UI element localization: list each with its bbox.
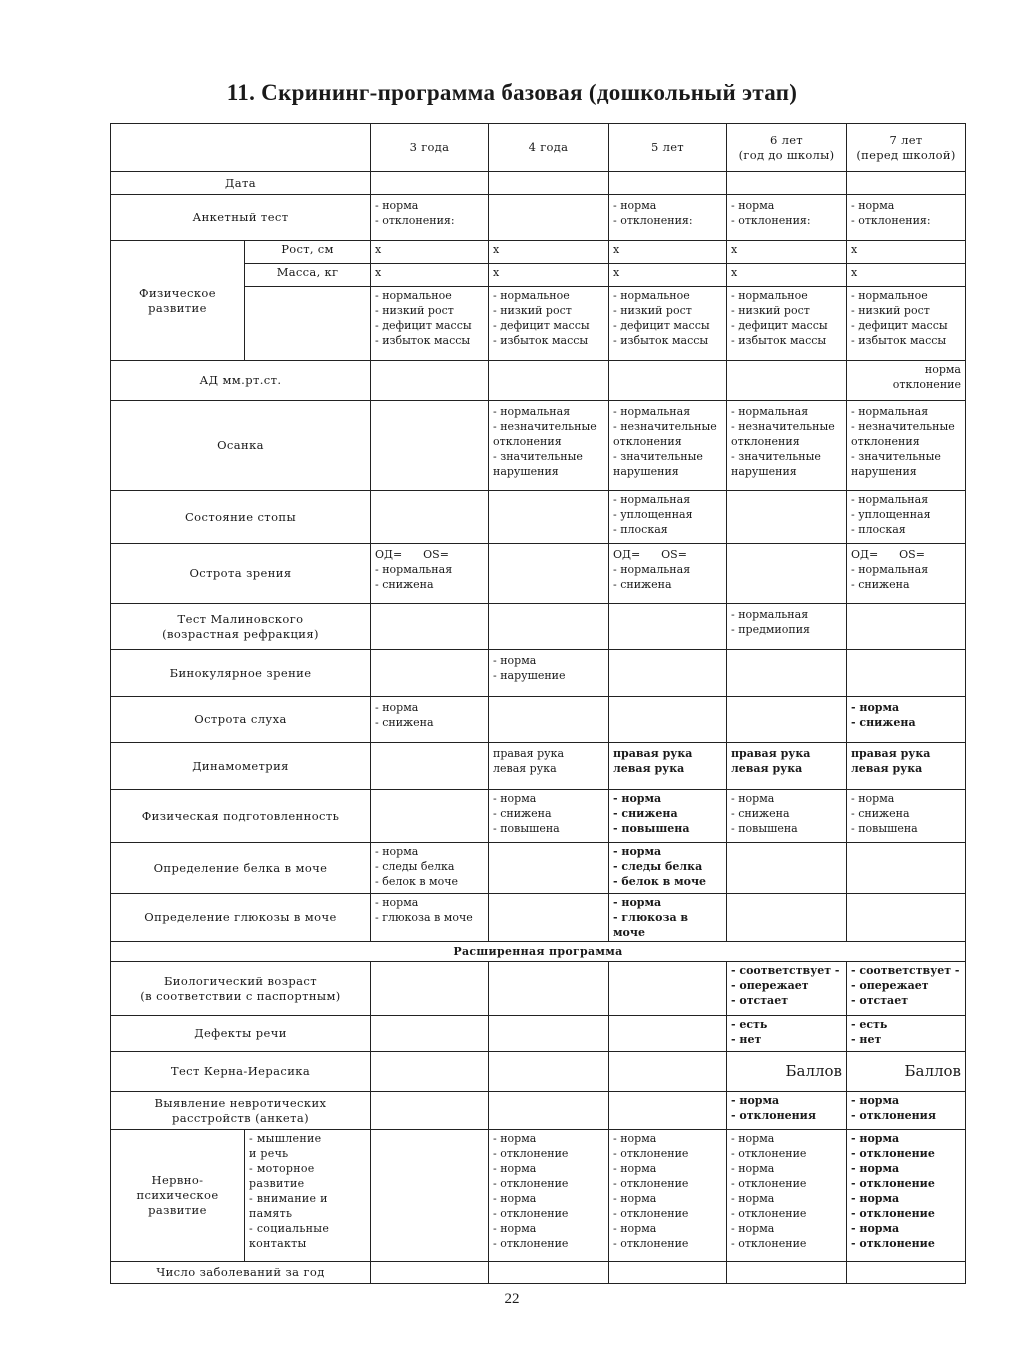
cell-neuro-c2: - норма - отклонение - норма - отклонение - норма - отклонение - норма - отклонение bbox=[489, 1130, 609, 1262]
cell-physical-c3: - нормальное - низкий рост - дефицит массы - избыток массы bbox=[609, 287, 727, 361]
cell-foot-c1 bbox=[371, 491, 489, 544]
row-label-binocular: Бинокулярное зрение bbox=[111, 650, 371, 697]
sub-label-empty bbox=[245, 287, 371, 361]
cell-neuro-c1 bbox=[371, 1130, 489, 1262]
row-dynamometry bbox=[111, 743, 966, 790]
column-header-6-years-line2: (год до школы) bbox=[738, 147, 835, 162]
cell-protein-c1: - норма - следы белка - белок в моче bbox=[371, 843, 489, 894]
row-hearing bbox=[111, 697, 966, 743]
cell-hearing-c2 bbox=[489, 697, 609, 743]
row-posture bbox=[111, 401, 966, 491]
cell-questionnaire-c2 bbox=[489, 195, 609, 241]
row-label-neuro: Нервно- психическое развитие bbox=[111, 1130, 245, 1262]
cell-dynamometry-c2: правая рука левая рука bbox=[489, 743, 609, 790]
row-label-posture: Осанка bbox=[111, 401, 371, 491]
cell-fitness-c3: - норма - снижена - повышена bbox=[609, 790, 727, 843]
cell-questionnaire-c5: - норма - отклонения: bbox=[847, 195, 966, 241]
cell-glucose-c4 bbox=[727, 894, 847, 942]
cell-kern-c3 bbox=[609, 1052, 727, 1092]
cell-neurotic-c2 bbox=[489, 1092, 609, 1130]
cell-illness-c4 bbox=[727, 1262, 847, 1284]
cell-fitness-c1 bbox=[371, 790, 489, 843]
row-label-vision: Острота зрения bbox=[111, 544, 371, 604]
cell-bp-c1 bbox=[371, 361, 489, 401]
column-header-4-years: 4 года bbox=[489, 124, 609, 172]
cell-posture-c5: - нормальная - незначительные отклонения - значительные нарушения bbox=[847, 401, 966, 491]
cell-neurotic-c5: - норма - отклонения bbox=[847, 1092, 966, 1130]
cell-hearing-c4 bbox=[727, 697, 847, 743]
row-label-protein: Определение белка в моче bbox=[111, 843, 371, 894]
cell-illness-c3 bbox=[609, 1262, 727, 1284]
row-kern bbox=[111, 1052, 966, 1092]
cell-height-c1: х bbox=[371, 241, 489, 264]
sub-label-weight: Масса, кг bbox=[245, 264, 371, 287]
cell-vision-c4 bbox=[727, 544, 847, 604]
cell-bp-c5: норма отклонение bbox=[847, 361, 966, 401]
cell-dynamometry-c1 bbox=[371, 743, 489, 790]
cell-malinovsky-c5 bbox=[847, 604, 966, 650]
cell-vision-c5: ОД= OS= - нормальная - снижена bbox=[847, 544, 966, 604]
cell-date-c1 bbox=[371, 172, 489, 195]
row-bio-age bbox=[111, 962, 966, 1016]
column-header-3-years: 3 года bbox=[371, 124, 489, 172]
cell-foot-c4 bbox=[727, 491, 847, 544]
cell-binocular-c1 bbox=[371, 650, 489, 697]
cell-malinovsky-c3 bbox=[609, 604, 727, 650]
cell-protein-c4 bbox=[727, 843, 847, 894]
cell-bio-age-c1 bbox=[371, 962, 489, 1016]
page-title: 11. Скрининг-программа базовая (дошкольный этап) bbox=[226, 80, 798, 105]
cell-date-c2 bbox=[489, 172, 609, 195]
cell-physical-c2: - нормальное - низкий рост - дефицит массы - избыток массы bbox=[489, 287, 609, 361]
row-malinovsky bbox=[111, 604, 966, 650]
row-date bbox=[111, 172, 966, 195]
cell-height-c4: х bbox=[727, 241, 847, 264]
row-height bbox=[111, 241, 966, 264]
cell-date-c4 bbox=[727, 172, 847, 195]
cell-binocular-c2: - норма - нарушение bbox=[489, 650, 609, 697]
row-extended-section bbox=[111, 942, 966, 962]
cell-vision-c3: ОД= OS= - нормальная - снижена bbox=[609, 544, 727, 604]
row-vision bbox=[111, 544, 966, 604]
cell-malinovsky-c4: - нормальная - предмиопия bbox=[727, 604, 847, 650]
cell-foot-c2 bbox=[489, 491, 609, 544]
cell-weight-c2: х bbox=[489, 264, 609, 287]
cell-glucose-c2 bbox=[489, 894, 609, 942]
cell-bp-c4 bbox=[727, 361, 847, 401]
cell-kern-c5: Баллов bbox=[847, 1052, 966, 1092]
column-header-7-years bbox=[847, 124, 966, 172]
row-label-blood-pressure: АД мм.рт.ст. bbox=[111, 361, 371, 401]
cell-bio-age-c5: - соответствует - - опережает - отстает bbox=[847, 962, 966, 1016]
cell-weight-c1: х bbox=[371, 264, 489, 287]
cell-malinovsky-c1 bbox=[371, 604, 489, 650]
column-header-7-years-line1: 7 лет bbox=[889, 132, 923, 147]
cell-protein-c3: - норма - следы белка - белок в моче bbox=[609, 843, 727, 894]
cell-vision-c2 bbox=[489, 544, 609, 604]
cell-illness-c1 bbox=[371, 1262, 489, 1284]
cell-foot-c3: - нормальная - уплощенная - плоская bbox=[609, 491, 727, 544]
cell-speech-c4: - есть - нет bbox=[727, 1016, 847, 1052]
cell-physical-c1: - нормальное - низкий рост - дефицит массы - избыток массы bbox=[371, 287, 489, 361]
page-number: 22 bbox=[504, 1291, 520, 1307]
cell-height-c3: х bbox=[609, 241, 727, 264]
row-foot bbox=[111, 491, 966, 544]
cell-protein-c5 bbox=[847, 843, 966, 894]
row-binocular bbox=[111, 650, 966, 697]
row-neurotic bbox=[111, 1092, 966, 1130]
cell-binocular-c5 bbox=[847, 650, 966, 697]
column-header-6-years-line1: 6 лет bbox=[770, 132, 803, 147]
cell-date-c5 bbox=[847, 172, 966, 195]
cell-vision-c1: ОД= OS= - нормальная - снижена bbox=[371, 544, 489, 604]
cell-questionnaire-c3: - норма - отклонения: bbox=[609, 195, 727, 241]
cell-fitness-c5: - норма - снижена - повышена bbox=[847, 790, 966, 843]
cell-bio-age-c3 bbox=[609, 962, 727, 1016]
cell-dynamometry-c5: правая рука левая рука bbox=[847, 743, 966, 790]
sub-label-neuro-aspects: - мышление и речь - моторное развитие - внимание и память - социальные контакты bbox=[245, 1130, 371, 1262]
cell-physical-c5: - нормальное - низкий рост - дефицит массы - избыток массы bbox=[847, 287, 966, 361]
screening-table bbox=[110, 123, 966, 1284]
row-label-malinovsky: Тест Малиновского (возрастная рефракция) bbox=[111, 604, 371, 650]
cell-posture-c1 bbox=[371, 401, 489, 491]
column-header-7-years-line2: (перед школой) bbox=[856, 147, 956, 162]
row-label-bio-age: Биологический возраст (в соответствии с паспортным) bbox=[111, 962, 371, 1016]
cell-hearing-c5: - норма - снижена bbox=[847, 697, 966, 743]
cell-questionnaire-c4: - норма - отклонения: bbox=[727, 195, 847, 241]
cell-height-c2: х bbox=[489, 241, 609, 264]
cell-binocular-c3 bbox=[609, 650, 727, 697]
cell-glucose-c5 bbox=[847, 894, 966, 942]
row-blood-pressure bbox=[111, 361, 966, 401]
cell-weight-c4: х bbox=[727, 264, 847, 287]
cell-speech-c2 bbox=[489, 1016, 609, 1052]
cell-bio-age-c2 bbox=[489, 962, 609, 1016]
cell-kern-c2 bbox=[489, 1052, 609, 1092]
cell-kern-c1 bbox=[371, 1052, 489, 1092]
cell-physical-c4: - нормальное - низкий рост - дефицит массы - избыток массы bbox=[727, 287, 847, 361]
cell-illness-c2 bbox=[489, 1262, 609, 1284]
row-protein bbox=[111, 843, 966, 894]
sub-label-height: Рост, см bbox=[245, 241, 371, 264]
cell-neurotic-c3 bbox=[609, 1092, 727, 1130]
cell-speech-c1 bbox=[371, 1016, 489, 1052]
cell-hearing-c1: - норма - снижена bbox=[371, 697, 489, 743]
row-label-dynamometry: Динамометрия bbox=[111, 743, 371, 790]
cell-fitness-c4: - норма - снижена - повышена bbox=[727, 790, 847, 843]
row-illness bbox=[111, 1262, 966, 1284]
cell-glucose-c3: - норма - глюкоза в моче bbox=[609, 894, 727, 942]
row-speech bbox=[111, 1016, 966, 1052]
row-glucose bbox=[111, 894, 966, 942]
row-label-fitness: Физическая подготовленность bbox=[111, 790, 371, 843]
cell-neuro-c4: - норма - отклонение - норма - отклонение - норма - отклонение - норма - отклонение bbox=[727, 1130, 847, 1262]
row-label-illness: Число заболеваний за год bbox=[111, 1262, 371, 1284]
cell-neurotic-c1 bbox=[371, 1092, 489, 1130]
cell-foot-c5: - нормальная - уплощенная - плоская bbox=[847, 491, 966, 544]
row-label-date: Дата bbox=[111, 172, 371, 195]
cell-bp-c3 bbox=[609, 361, 727, 401]
row-label-physical: Физическое развитие bbox=[111, 241, 245, 361]
row-label-foot: Состояние стопы bbox=[111, 491, 371, 544]
cell-neurotic-c4: - норма - отклонения bbox=[727, 1092, 847, 1130]
cell-neuro-c5: - норма - отклонение - норма - отклонение - норма - отклонение - норма - отклонение bbox=[847, 1130, 966, 1262]
cell-illness-c5 bbox=[847, 1262, 966, 1284]
row-fitness bbox=[111, 790, 966, 843]
row-label-speech: Дефекты речи bbox=[111, 1016, 371, 1052]
column-header-5-years: 5 лет bbox=[609, 124, 727, 172]
cell-speech-c5: - есть - нет bbox=[847, 1016, 966, 1052]
cell-dynamometry-c3: правая рука левая рука bbox=[609, 743, 727, 790]
cell-speech-c3 bbox=[609, 1016, 727, 1052]
cell-dynamometry-c4: правая рука левая рука bbox=[727, 743, 847, 790]
cell-fitness-c2: - норма - снижена - повышена bbox=[489, 790, 609, 843]
row-label-questionnaire: Анкетный тест bbox=[111, 195, 371, 241]
row-neuro bbox=[111, 1130, 966, 1262]
cell-posture-c3: - нормальная - незначительные отклонения - значительные нарушения bbox=[609, 401, 727, 491]
cell-bio-age-c4: - соответствует - - опережает - отстает bbox=[727, 962, 847, 1016]
cell-bp-c2 bbox=[489, 361, 609, 401]
row-label-hearing: Острота слуха bbox=[111, 697, 371, 743]
header-empty-cell bbox=[111, 124, 371, 172]
row-questionnaire bbox=[111, 195, 966, 241]
row-label-kern: Тест Керна-Иерасика bbox=[111, 1052, 371, 1092]
row-label-glucose: Определение глюкозы в моче bbox=[111, 894, 371, 942]
extended-program-title: Расширенная программа bbox=[111, 942, 966, 962]
cell-height-c5: х bbox=[847, 241, 966, 264]
column-header-6-years bbox=[727, 124, 847, 172]
row-label-neurotic: Выявление невротических расстройств (анкета) bbox=[111, 1092, 371, 1130]
cell-binocular-c4 bbox=[727, 650, 847, 697]
cell-protein-c2 bbox=[489, 843, 609, 894]
cell-glucose-c1: - норма - глюкоза в моче bbox=[371, 894, 489, 942]
cell-posture-c4: - нормальная - незначительные отклонения - значительные нарушения bbox=[727, 401, 847, 491]
cell-malinovsky-c2 bbox=[489, 604, 609, 650]
cell-weight-c5: х bbox=[847, 264, 966, 287]
cell-weight-c3: х bbox=[609, 264, 727, 287]
cell-hearing-c3 bbox=[609, 697, 727, 743]
header-row bbox=[111, 124, 966, 172]
cell-neuro-c3: - норма - отклонение - норма - отклонение - норма - отклонение - норма - отклонение bbox=[609, 1130, 727, 1262]
cell-date-c3 bbox=[609, 172, 727, 195]
cell-questionnaire-c1: - норма - отклонения: bbox=[371, 195, 489, 241]
cell-kern-c4: Баллов bbox=[727, 1052, 847, 1092]
cell-posture-c2: - нормальная - незначительные отклонения - значительные нарушения bbox=[489, 401, 609, 491]
